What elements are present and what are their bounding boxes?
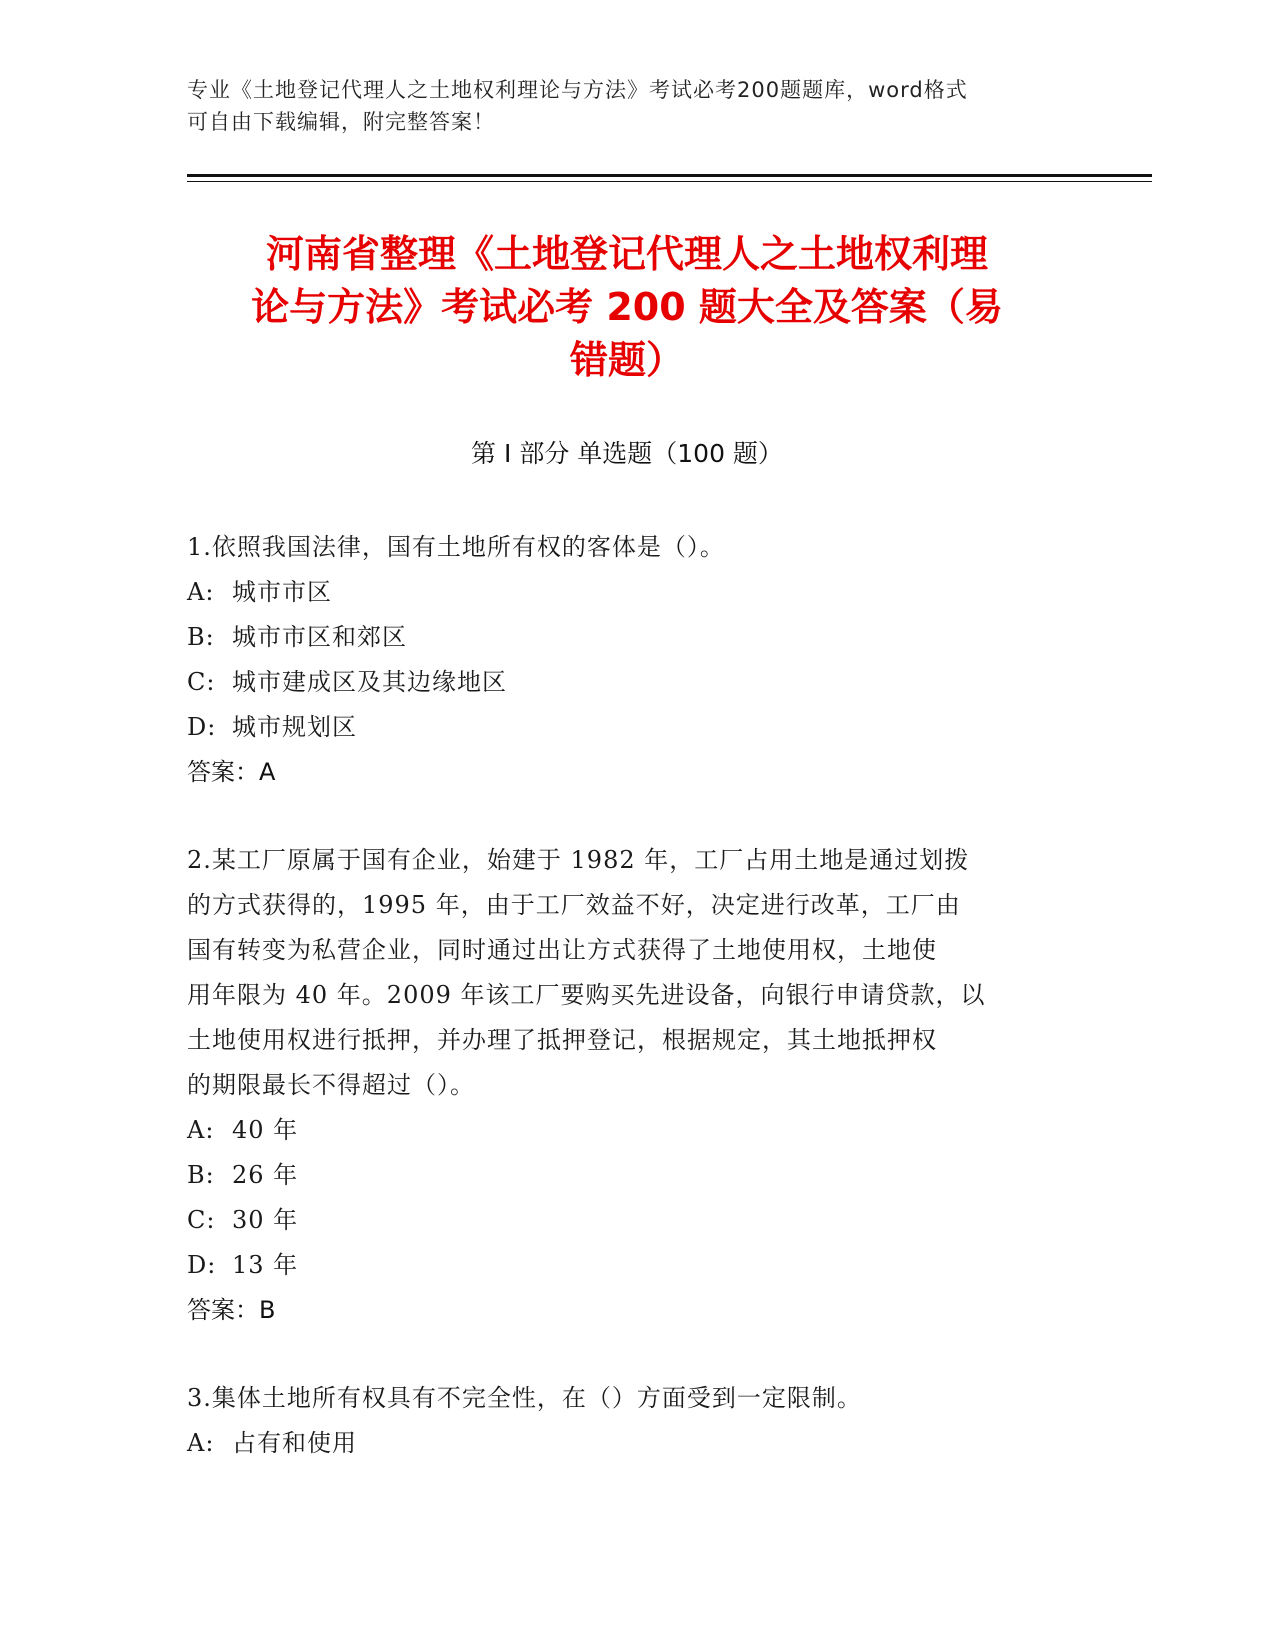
option-text: 城市建成区及其边缘地区 [232,668,507,696]
option-letter: D: [187,713,217,741]
option-a [187,570,1087,615]
question-stem [187,838,1087,1108]
option-text: 城市市区和郊区 [232,623,407,651]
section-heading: 第 I 部分 单选题（100 题） [471,439,783,468]
option-text: 占有和使用 [232,1429,357,1457]
option-text: 13 年 [232,1251,299,1279]
intro-line-2: 可自由下载编辑，附完整答案！ [187,110,495,134]
header-divider-thin [187,181,1152,182]
title-line-3: 错题） [569,338,684,382]
option-a [187,1108,1087,1153]
option-letter: D: [187,1251,217,1279]
question-1 [187,525,1087,795]
question-3 [187,1376,1087,1466]
question-stem-line: 的方式获得的，1995 年，由于工厂效益不好，决定进行改革，工厂由 [187,891,961,919]
option-d [187,1243,1087,1288]
option-text: 40 年 [232,1116,299,1144]
option-a [187,1421,1087,1466]
option-c [187,660,1087,705]
option-c [187,1198,1087,1243]
question-stem-line: 2.某工厂原属于国有企业，始建于 1982 年，工厂占用土地是通过划拨 [187,846,970,874]
question-stem-line: 1.依照我国法律，国有土地所有权的客体是（）。 [187,533,725,561]
intro-line-1: 专业《土地登记代理人之土地权利理论与方法》考试必考200题题库，word格式 [187,78,968,102]
answer-label: 答案：B [187,1296,276,1324]
option-b [187,1153,1087,1198]
question-stem-line: 土地使用权进行抵押，并办理了抵押登记，根据规定，其土地抵押权 [187,1026,937,1054]
option-text: 城市市区 [232,578,332,606]
option-text: 30 年 [232,1206,299,1234]
question-stem-line: 的期限最长不得超过（）。 [187,1071,475,1099]
question-stem [187,1376,1087,1421]
question-2 [187,838,1087,1333]
option-text: 城市规划区 [232,713,357,741]
option-b [187,615,1087,660]
question-stem-line: 国有转变为私营企业，同时通过出让方式获得了土地使用权，土地使 [187,936,937,964]
option-letter: A: [187,578,215,606]
document-title [187,228,1067,387]
option-letter: A: [187,1116,215,1144]
option-letter: C: [187,1206,216,1234]
question-stem-line: 3.集体土地所有权具有不完全性，在（）方面受到一定限制。 [187,1384,862,1412]
option-letter: B: [187,1161,215,1189]
title-line-1: 河南省整理《土地登记代理人之土地权利理 [265,232,988,276]
question-stem-line: 用年限为 40 年。2009 年该工厂要购买先进设备，向银行申请贷款，以 [187,981,986,1009]
question-stem [187,525,1087,570]
option-letter: B: [187,623,215,651]
option-text: 26 年 [232,1161,299,1189]
option-letter: C: [187,668,216,696]
answer-label: 答案：A [187,758,276,786]
title-line-2: 论与方法》考试必考 200 题大全及答案（易 [251,285,1003,329]
option-letter: A: [187,1429,215,1457]
header-divider-thick [187,174,1152,177]
question-list [187,525,1087,1509]
intro-text [187,74,1067,138]
option-d [187,705,1087,750]
